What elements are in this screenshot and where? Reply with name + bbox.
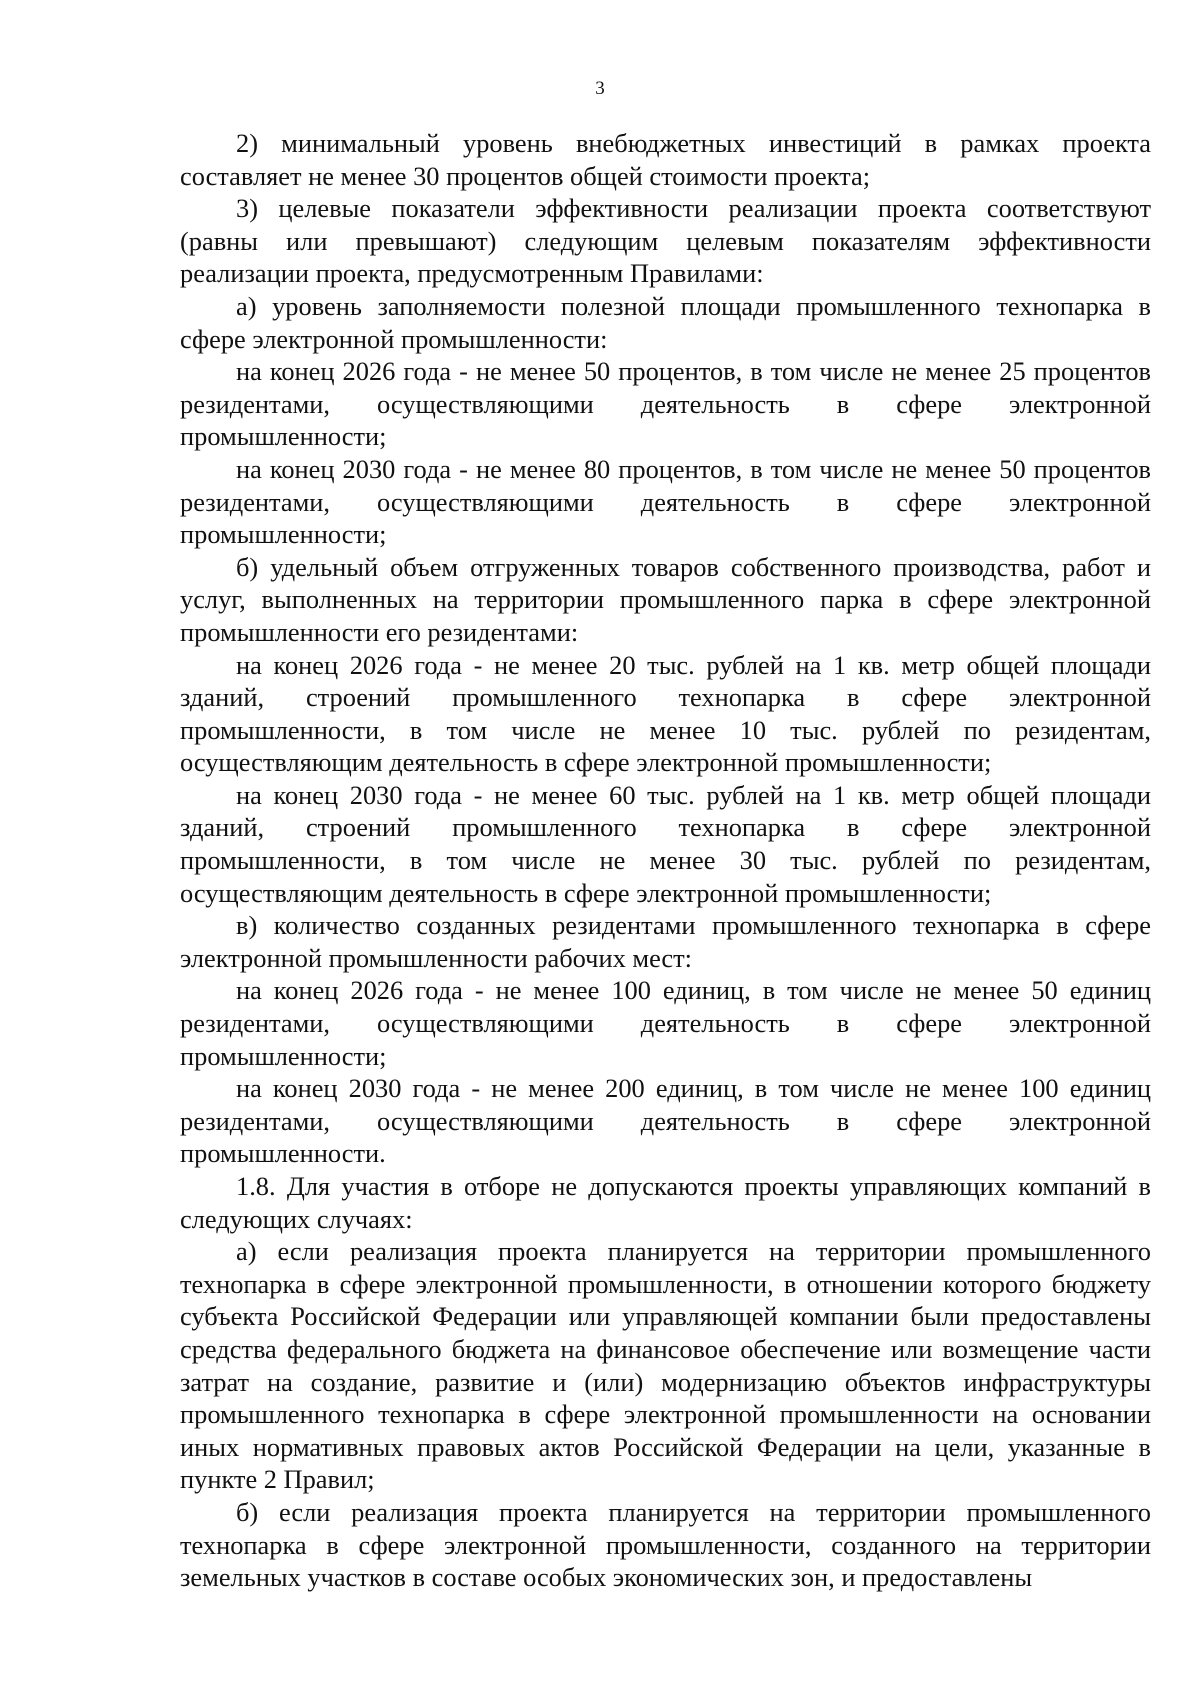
paragraph-exclusion-a: а) если реализация проекта планируется на территории промышленного технопарка в сфере электронной промышленности, в отношении которого бюджету субъекта Российской Федерации или управляющей компании были предоставлены средства федерального бюджета на финансовое обеспечение или возмещение части затрат на создание, развитие и (или) модернизацию объектов инфраструктуры промышленного технопарка в сфере электронной промышленности на основании иных нормативных правовых актов Российской Федерации на цели, указанные в пункте 2 Правил; <box>180 1236 1151 1495</box>
paragraph-item-2: 2) минимальный уровень внебюджетных инвестиций в рамках проекта составляет не менее 30 процентов общей стоимости проекта; <box>180 128 1151 191</box>
paragraph-item-3: 3) целевые показатели эффективности реализации проекта соответствуют (равны или превышают) следующим целевым показателям эффективности реализации проекта, предусмотренным Правилами: <box>180 193 1151 289</box>
paragraph-target-2030: на конец 2030 года - не менее 200 единиц, в том числе не менее 100 единиц резидентами, осуществляющими деятельность в сфере электронной промышленности. <box>180 1073 1151 1169</box>
paragraph-clause-1-8: 1.8. Для участия в отборе не допускаются проекты управляющих компаний в следующих случаях: <box>180 1171 1151 1234</box>
paragraph-subitem-b: б) удельный объем отгруженных товаров собственного производства, работ и услуг, выполненных на территории промышленного парка в сфере электронной промышленности его резидентами: <box>180 551 1151 647</box>
paragraph-target-2030: на конец 2030 года - не менее 60 тыс. рублей на 1 кв. метр общей площади зданий, строений промышленного технопарка в сфере электронной промышленности, в том числе не менее 30 тыс. рублей по резидентам, осуществляющим деятельность в сфере электронной промышленности; <box>180 779 1151 908</box>
paragraph-target-2030: на конец 2030 года - не менее 80 процентов, в том числе не менее 50 процентов резидентами, осуществляющими деятельность в сфере электронной промышленности; <box>180 453 1151 550</box>
document-body <box>180 127 1151 1594</box>
paragraph-target-2026: на конец 2026 года - не менее 100 единиц, в том числе не менее 50 единиц резидентами, осуществляющими деятельность в сфере электронной промышленности; <box>180 975 1151 1071</box>
paragraph-exclusion-b: б) если реализация проекта планируется на территории промышленного технопарка в сфере электронной промышленности, созданного на территории земельных участков в составе особых экономических зон, и предоставлены <box>180 1496 1151 1593</box>
paragraph-target-2026: на конец 2026 года - не менее 50 процентов, в том числе не менее 25 процентов резидентами, осуществляющими деятельность в сфере электронной промышленности; <box>180 356 1151 452</box>
page-number: 3 <box>595 78 605 99</box>
paragraph-subitem-v: в) количество созданных резидентами промышленного технопарка в сфере электронной промышленности рабочих мест: <box>180 910 1151 973</box>
paragraph-target-2026: на конец 2026 года - не менее 20 тыс. рублей на 1 кв. метр общей площади зданий, строений промышленного технопарка в сфере электронной промышленности, в том числе не менее 10 тыс. рублей по резидентам, осуществляющим деятельность в сфере электронной промышленности; <box>180 649 1151 778</box>
paragraph-subitem-a: а) уровень заполняемости полезной площади промышленного технопарка в сфере электронной промышленности: <box>180 290 1151 354</box>
